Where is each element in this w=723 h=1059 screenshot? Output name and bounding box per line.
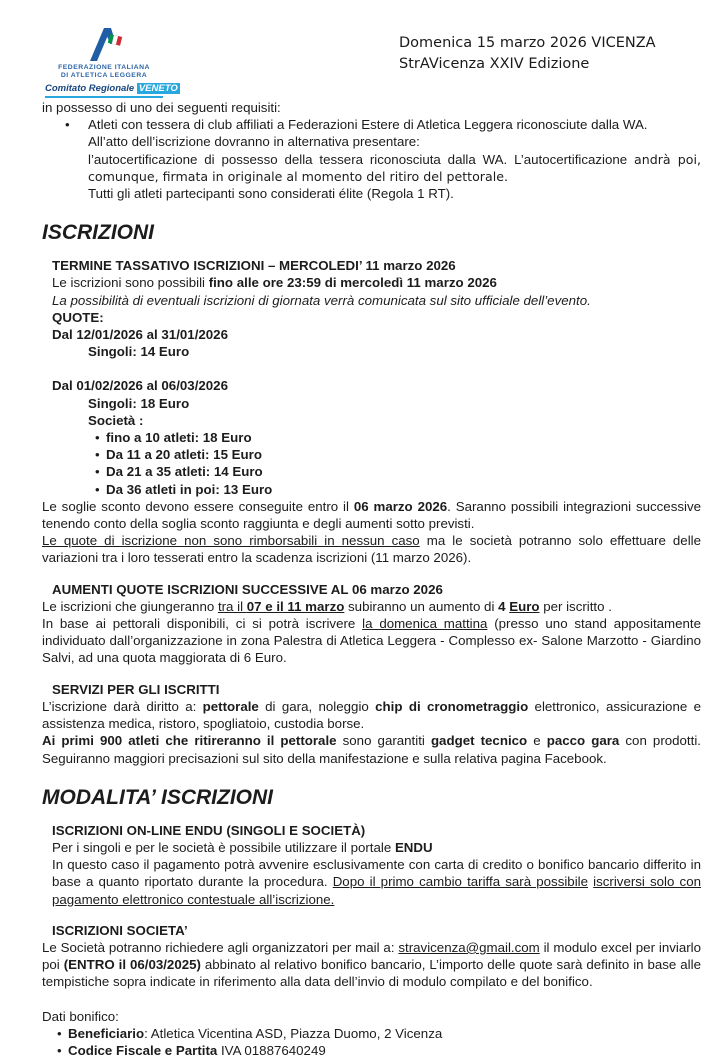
paragraph (52, 839, 701, 856)
text-run: l’autocertificazione di possesso della tessera riconosciuta dalla WA. L’autocertificazione (88, 151, 635, 167)
text-run: Beneficiario (68, 1025, 145, 1041)
paragraph (42, 1008, 701, 1025)
text-run: il modulo excel per inviarlo poi (42, 939, 701, 973)
region-badge: VENETO (138, 83, 178, 94)
paragraph (88, 151, 701, 185)
text-run: tra il (217, 598, 247, 614)
paragraph (52, 326, 701, 343)
text-run: Dopo il primo cambio tariffa sarà possibile (332, 874, 588, 890)
text-run: pettorale (202, 698, 259, 714)
text-run: 4 (498, 598, 510, 614)
paragraph (88, 185, 701, 202)
text-run: In questo caso il pagamento potrà avvenire esclusivamente con carta di credito o bonifico bancario differito in base a quanto riportato durante la procedura. (52, 857, 701, 890)
text-run: in possesso di uno dei seguenti requisiti: (42, 100, 281, 115)
text-run: subiranno un aumento di (344, 598, 499, 614)
bullet-icon: • (95, 430, 100, 446)
italian-flag-icon (108, 34, 122, 46)
document-body (42, 99, 701, 1059)
text-run: Singoli: 14 Euro (88, 344, 190, 360)
paragraph (42, 732, 701, 766)
bullet-icon: • (57, 1025, 62, 1041)
text-run: (presso uno stand appositamente individuato dall’organizzazione in zona Palestra di Atletica Leggera - Complesso ex- Salone Marzotto - Giardino Salvi, ad una quota maggiorata di 6 Euro. (42, 616, 701, 666)
fidal-logo (45, 26, 178, 98)
text-run: Tutti gli atleti partecipanti sono considerati élite (Regola 1 RT). (88, 186, 454, 202)
text-run: Le quote di iscrizione non sono rimborsabili in nessun caso (42, 533, 420, 549)
text-run: sono garantiti (336, 733, 431, 749)
text-run: la domenica mattina (362, 616, 488, 632)
text-run: Atleti con tessera di club affiliati a Federazioni Estere di Atletica Leggera riconosciute dalla WA. (88, 117, 648, 133)
section-title (42, 785, 701, 810)
text-run: di gara, noleggio (258, 698, 376, 714)
text-run: QUOTE: (52, 309, 104, 325)
paragraph (42, 615, 701, 667)
email-link[interactable]: stravicenza@gmail.com (398, 939, 540, 955)
bullet-item (42, 1042, 701, 1059)
paragraph (88, 133, 701, 150)
text-run: ENDU (394, 839, 433, 855)
bullet-item (42, 463, 701, 480)
paragraph (52, 856, 701, 908)
text-run: Euro (509, 598, 540, 614)
text-run: iscriversi solo con pagamento elettronico contestuale all’iscrizione. (52, 874, 701, 907)
text-run: MODALITA’ ISCRIZIONI (42, 785, 273, 809)
text-run: fino a 10 atleti: 18 Euro (106, 430, 252, 446)
text-run: All’atto dell’iscrizione dovranno in alternativa presentare: (88, 134, 420, 150)
text-run: Dati bonifico: (42, 1008, 119, 1024)
text-run: con prodotti. Seguiranno maggiori precisazioni sul sito della manifestazione e sulla relativa pagina Facebook. (42, 733, 701, 766)
bullet-icon: • (95, 447, 100, 463)
text-run: In base ai pettorali disponibili, ci si potrà iscrivere (42, 616, 363, 632)
event-title: StrAVicenza XXIV Edizione (399, 56, 590, 72)
text-run: : Atletica Vicentina ASD, Piazza Duomo, 2 Vicenza (144, 1025, 443, 1041)
text-run: Dal 12/01/2026 al 31/01/2026 (52, 327, 228, 343)
bullet-icon: • (95, 481, 100, 497)
text-run: SERVIZI PER GLI ISCRITTI (52, 681, 220, 697)
text-run: elettronico, assicurazione e assistenza medica, ristoro, spogliatoio, custodia borse. (42, 698, 701, 732)
paragraph (42, 498, 701, 532)
fidal-runner-icon (81, 26, 127, 63)
paragraph (88, 412, 701, 429)
paragraph (52, 377, 701, 394)
event-date-location: Domenica 15 marzo 2026 VICENZA (399, 35, 656, 51)
text-run: Codice Fiscale e Partita (68, 1042, 218, 1058)
bullet-item (42, 116, 701, 133)
text-run: e (527, 733, 547, 749)
paragraph (52, 309, 701, 326)
text-run: 06 marzo 2026 (353, 498, 448, 514)
text-run: Da 11 a 20 atleti: 15 Euro (106, 447, 262, 463)
text-run: ma le società potranno solo effettuare delle variazioni tra i loro tesserati entro la scadenza iscrizioni (11 marzo 2026). (42, 533, 701, 566)
text-run: La possibilità di eventuali iscrizioni di giornata verrà comunicata sul sito ufficiale dell’evento. (52, 292, 591, 308)
text-run: Per i singoli e per le società è possibile utilizzare il portale (52, 839, 395, 855)
paragraph (42, 939, 701, 991)
paragraph (42, 99, 701, 116)
paragraph (88, 343, 701, 360)
text-run: Ai primi 900 atleti che ritireranno il pettorale (42, 733, 337, 749)
text-run: Le soglie sconto devono essere conseguite entro il (42, 498, 354, 514)
federation-name: FEDERAZIONE ITALIANA DI ATLETICA LEGGERA (58, 64, 150, 79)
text-run: Le Società potranno richiedere agli organizzatori per mail a: (42, 939, 399, 955)
paragraph (42, 532, 701, 566)
paragraph (88, 395, 701, 412)
text-run: AUMENTI QUOTE ISCRIZIONI SUCCESSIVE AL 06 marzo 2026 (52, 581, 443, 597)
text-run: chip di cronometraggio (375, 698, 529, 714)
text-run: Società : (88, 412, 144, 428)
event-header (399, 33, 656, 75)
text-run: abbinato al relativo bonifico bancario, L’importo delle quote sarà definito in base alle tempistiche sopra indicate in riferimento alla data dell’invio di modulo compilato e del bonifico. (42, 957, 701, 990)
text-run: 07 e il 11 marzo (246, 598, 345, 614)
paragraph (52, 922, 701, 939)
bullet-icon: • (95, 464, 100, 480)
text-run: per iscritto . (539, 598, 612, 614)
text-run: Le iscrizioni sono possibili (52, 275, 209, 291)
bullet-item (42, 446, 701, 463)
text-run: (ENTRO il 06/03/2025) (63, 957, 201, 973)
text-run: ISCRIZIONI (42, 221, 155, 245)
text-run: Dal 01/02/2026 al 06/03/2026 (52, 378, 228, 394)
paragraph (42, 698, 701, 732)
bullet-item (42, 481, 701, 498)
text-run: ISCRIZIONI SOCIETA’ (52, 922, 188, 938)
text-run: TERMINE TASSATIVO ISCRIZIONI – MERCOLEDI’ 11 marzo 2026 (52, 258, 456, 274)
text-run: Singoli: 18 Euro (88, 395, 190, 411)
paragraph (52, 581, 701, 598)
paragraph (42, 598, 701, 615)
paragraph (52, 257, 701, 274)
text-run: L’iscrizione darà diritto a: (42, 698, 203, 714)
text-run: Le iscrizioni che giungeranno (42, 598, 218, 614)
text-run: andrà poi, comunque, firmata in originale al momento del ritiro del pettorale. (88, 151, 701, 184)
paragraph (52, 292, 701, 309)
paragraph (52, 681, 701, 698)
section-title (42, 220, 701, 245)
bullet-icon: • (57, 1042, 62, 1058)
text-run: fino alle ore 23:59 di mercoledì 11 marzo 2026 (208, 275, 497, 291)
bullet-item (42, 429, 701, 446)
text-run: ISCRIZIONI ON-LINE ENDU (SINGOLI E SOCIETÀ) (52, 822, 366, 838)
bullet-item (42, 1025, 701, 1042)
text-run: pacco gara (546, 733, 620, 749)
regional-committee-label: Comitato Regionale VENETO (45, 83, 163, 98)
text-run: IVA 01887640249 (217, 1042, 326, 1058)
text-run: . Saranno possibili integrazioni successive tenendo conto della soglia sconto raggiunta e degli aumenti sotto previsti. (42, 498, 701, 532)
paragraph (52, 822, 701, 839)
bullet-icon: • (65, 117, 70, 133)
text-run: gadget tecnico (430, 733, 528, 749)
text-run: Da 21 a 35 atleti: 14 Euro (106, 464, 263, 480)
paragraph (52, 274, 701, 291)
text-run: Da 36 atleti in poi: 13 Euro (106, 481, 273, 497)
